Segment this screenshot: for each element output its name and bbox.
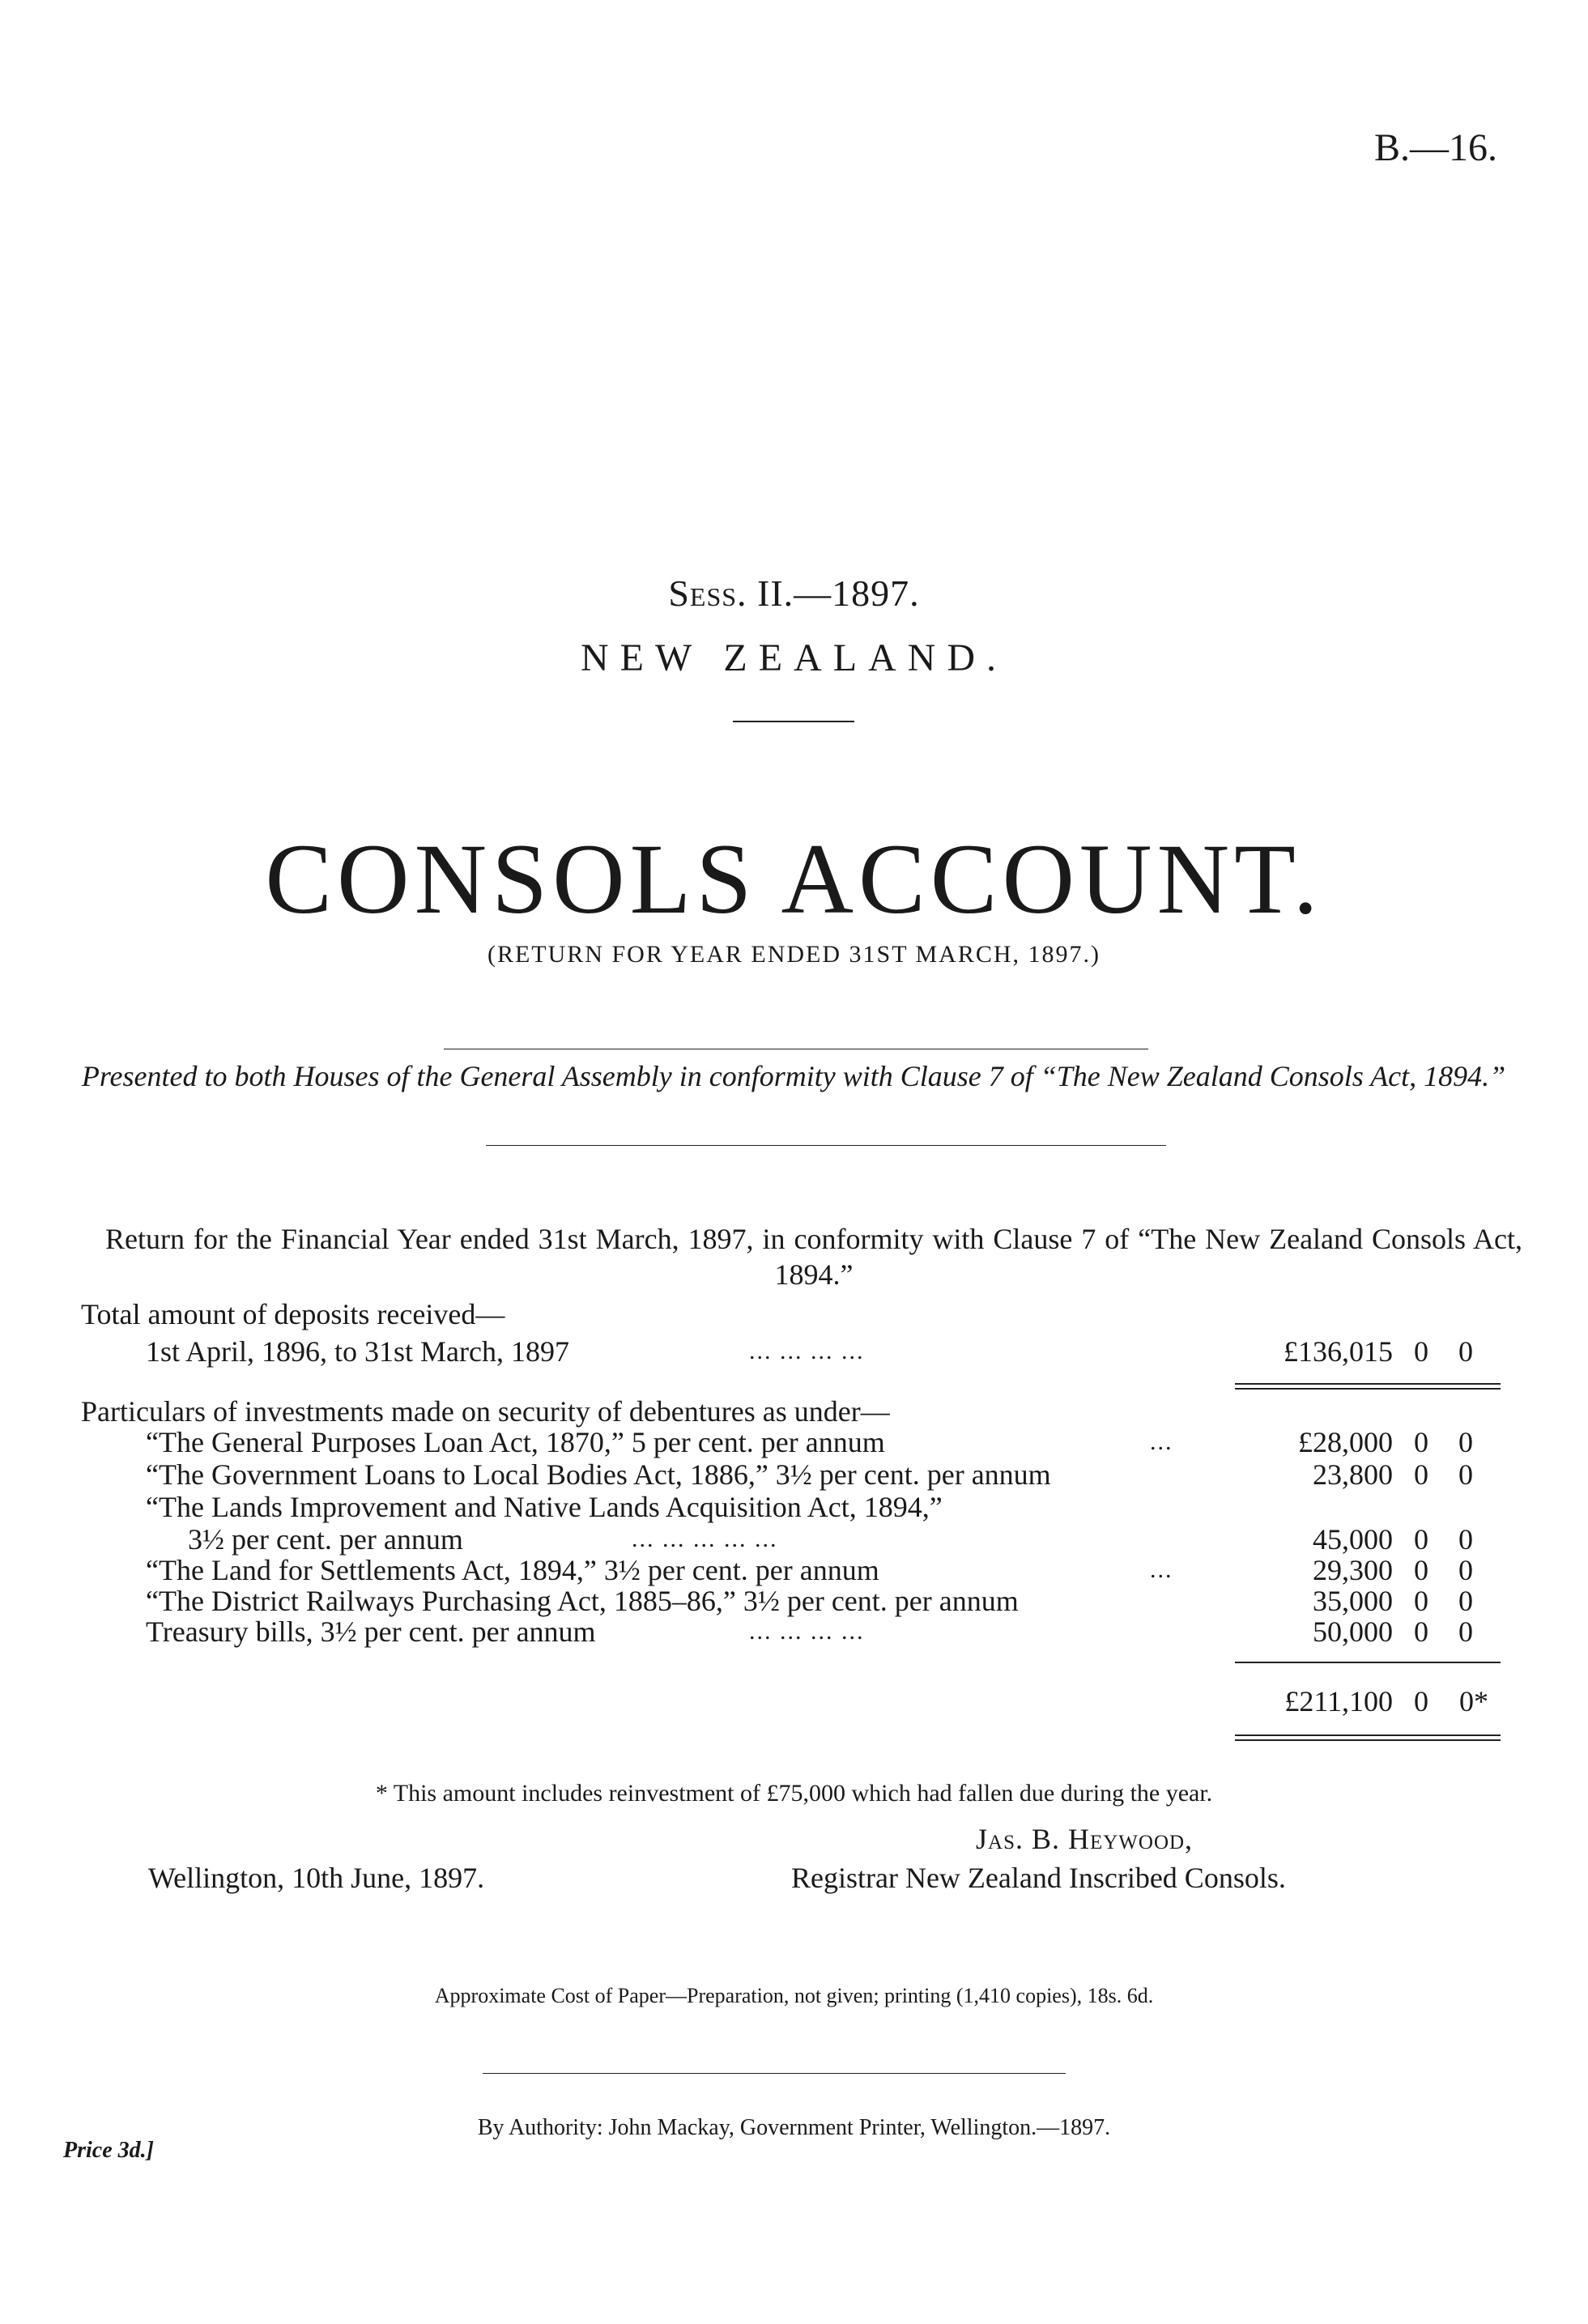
deposits-heading: Total amount of deposits received—: [81, 1298, 505, 1330]
investments-total-rule: [1235, 1734, 1501, 1741]
investment-label: “The General Purposes Loan Act, 1870,” 5 per cent. per annum: [146, 1426, 885, 1458]
investments-total-amount: £211,100: [1284, 1685, 1393, 1717]
investment-shillings: 0: [1414, 1554, 1428, 1586]
investment-label: “The District Railways Purchasing Act, 1885–86,” 3½ per cent. per annum: [146, 1585, 1019, 1617]
investment-pence: 0: [1458, 1458, 1473, 1491]
investment-dots: ...: [1150, 1428, 1173, 1455]
country-heading: NEW ZEALAND.: [580, 636, 1008, 679]
investment-label: “The Government Loans to Local Bodies Act, 1886,” 3½ per cent. per annum: [146, 1458, 1051, 1491]
investment-label: “The Lands Improvement and Native Lands Acquisition Act, 1894,”: [146, 1491, 943, 1523]
investment-pence: 0: [1458, 1615, 1473, 1648]
investment-shillings: 0: [1414, 1585, 1428, 1617]
presented-statement: Presented to both Houses of the General Assembly in conformity with Clause 7 of “The New Zealand Consols Act, 1894.”: [81, 1060, 1506, 1092]
investments-subtotal-rule: [1235, 1662, 1501, 1663]
document-title: CONSOLS ACCOUNT.: [265, 824, 1323, 934]
investment-dots: ... ... ... ... ...: [632, 1526, 778, 1552]
deposits-pence: 0: [1458, 1335, 1473, 1368]
investment-pence: 0: [1458, 1554, 1473, 1586]
cost-of-paper: Approximate Cost of Paper—Preparation, not given; printing (1,410 copies), 18s. 6d.: [434, 1984, 1154, 2007]
investment-label: 3½ per cent. per annum: [188, 1523, 463, 1556]
investment-amount: 23,800: [1313, 1458, 1393, 1491]
deposits-dots: ... ... ... ...: [749, 1338, 865, 1364]
investment-shillings: 0: [1414, 1458, 1428, 1491]
place-date: Wellington, 10th June, 1897.: [148, 1862, 485, 1894]
investment-shillings: 0: [1414, 1426, 1428, 1458]
deposits-total-rule: [1235, 1383, 1501, 1390]
authority-rule: [483, 2073, 1066, 2074]
header-divider: [733, 721, 854, 722]
signatory-title: Registrar New Zealand Inscribed Consols.: [791, 1862, 1286, 1894]
investment-amount: 35,000: [1313, 1585, 1393, 1617]
price: Price 3d.]: [63, 2138, 154, 2163]
deposits-amount: £136,015: [1284, 1335, 1393, 1368]
session-line: Sess. II.—1897.: [668, 572, 920, 614]
footnote: * This amount includes reinvestment of £75,000 which had fallen due during the year.: [375, 1780, 1213, 1807]
investment-shillings: 0: [1414, 1523, 1428, 1556]
investments-total-pence: 0*: [1459, 1685, 1488, 1717]
investment-shillings: 0: [1414, 1615, 1428, 1648]
investment-pence: 0: [1458, 1585, 1473, 1617]
presented-bottom-rule: [486, 1145, 1166, 1146]
investment-dots: ...: [1150, 1556, 1173, 1583]
investment-pence: 0: [1458, 1523, 1473, 1556]
investment-amount: £28,000: [1298, 1426, 1393, 1458]
investment-amount: 45,000: [1313, 1523, 1393, 1556]
page-number: B.—16.: [1373, 126, 1497, 169]
investment-pence: 0: [1458, 1426, 1473, 1458]
investment-label: “The Land for Settlements Act, 1894,” 3½ per cent. per annum: [146, 1554, 879, 1586]
deposits-shillings: 0: [1414, 1335, 1428, 1368]
deposits-period: 1st April, 1896, to 31st March, 1897: [146, 1335, 569, 1368]
return-intro: Return for the Financial Year ended 31st March, 1897, in conformity with Clause 7 of “The New Zealand Consols Act, 1894.”: [105, 1223, 1522, 1291]
signatory-name: Jas. B. Heywood,: [976, 1823, 1194, 1855]
investment-amount: 50,000: [1313, 1615, 1393, 1648]
investment-label: Treasury bills, 3½ per cent. per annum: [146, 1615, 596, 1648]
investment-amount: 29,300: [1313, 1554, 1393, 1586]
document-subtitle: (RETURN FOR YEAR ENDED 31ST MARCH, 1897.): [487, 941, 1101, 968]
investment-dots: ... ... ... ...: [749, 1618, 865, 1645]
printer-authority: By Authority: John Mackay, Government Printer, Wellington.—1897.: [477, 2115, 1111, 2140]
investments-total-shillings: 0: [1414, 1685, 1428, 1717]
investments-heading: Particulars of investments made on security of debentures as under—: [81, 1395, 890, 1428]
